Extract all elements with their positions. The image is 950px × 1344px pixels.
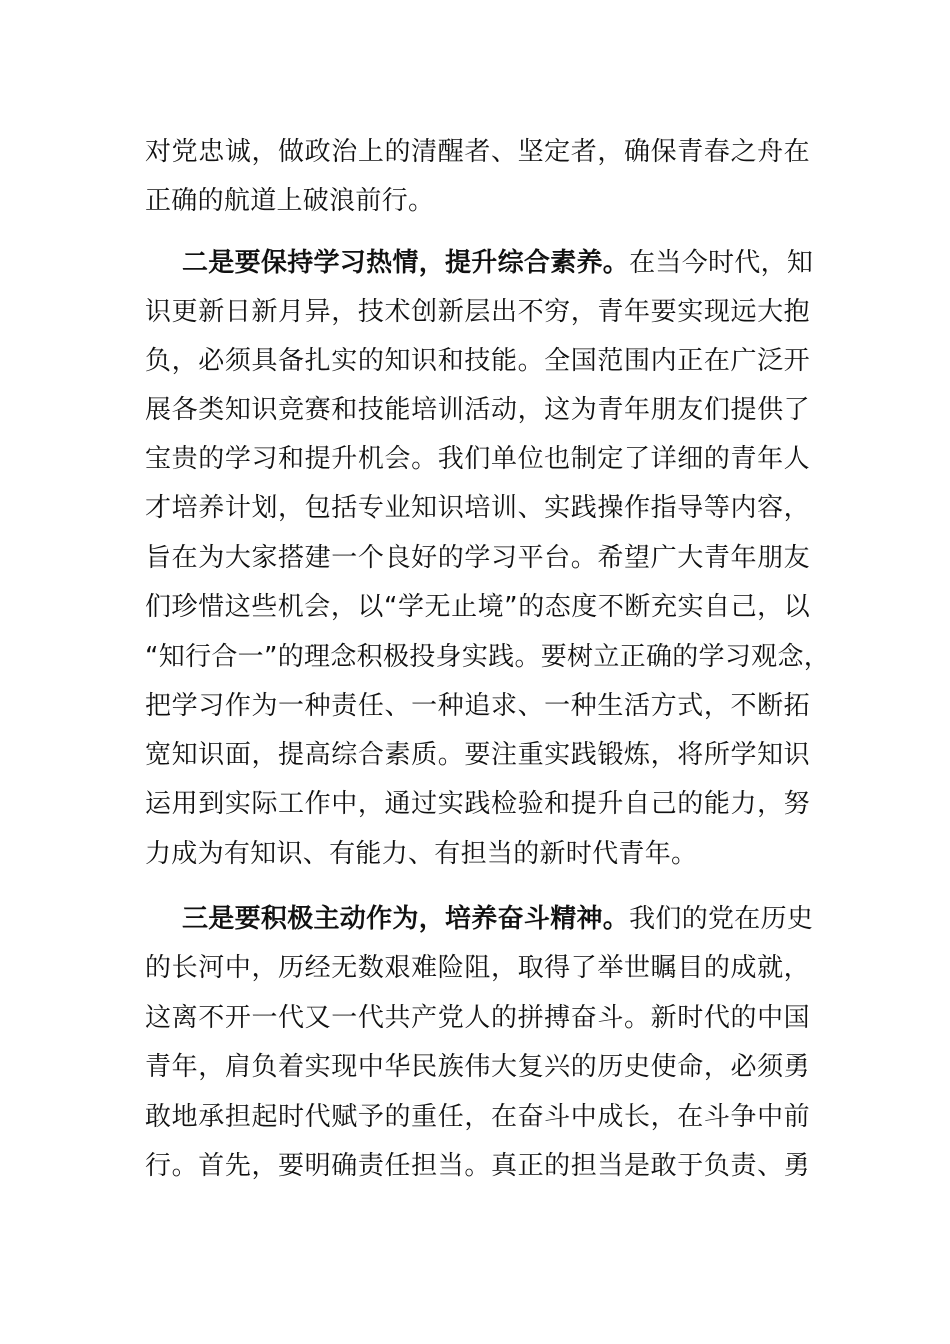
paragraph-2-line: 才培养计划，包括专业知识培训、实践操作指导等内容， xyxy=(145,493,810,523)
paragraph-3-line: 这离不开一代又一代共产党人的拼搏奋斗。新时代的中国 xyxy=(145,1003,810,1033)
paragraph-3-line: 行。首先，要明确责任担当。真正的担当是敢于负责、勇 xyxy=(145,1151,810,1181)
paragraph-2-heading: 二是要保持学习热情，提升综合素养。 xyxy=(182,248,630,278)
paragraph-3-line: 青年，肩负着实现中华民族伟大复兴的历史使命，必须勇 xyxy=(145,1052,810,1082)
paragraph-2-line: 运用到实际工作中，通过实践检验和提升自己的能力，努 xyxy=(145,789,810,819)
paragraph-3-line: 敢地承担起时代赋予的重任，在奋斗中成长，在斗争中前 xyxy=(145,1102,810,1132)
paragraph-2-line: “知行合一”的理念积极投身实践。要树立正确的学习观念， xyxy=(145,642,831,672)
paragraph-3-heading: 三是要积极主动作为，培养奋斗精神。 xyxy=(182,904,630,934)
paragraph-2-line: 宽知识面，提高综合素质。要注重实践锻炼，将所学知识 xyxy=(145,740,810,770)
paragraph-1-line-1: 对党忠诚，做政治上的清醒者、坚定者，确保青春之舟在 xyxy=(145,137,810,167)
paragraph-2-line: 力成为有知识、有能力、有担当的新时代青年。 xyxy=(145,839,698,869)
paragraph-3-first-line-rest: 我们的党在历史 xyxy=(629,904,814,934)
paragraph-2-first-line xyxy=(182,243,814,283)
paragraph-2-line: 展各类知识竞赛和技能培训活动，这为青年朋友们提供了 xyxy=(145,395,810,425)
paragraph-2-line: 负，必须具备扎实的知识和技能。全国范围内正在广泛开 xyxy=(145,346,810,376)
paragraph-1-line-2: 正确的航道上破浪前行。 xyxy=(145,186,435,216)
paragraph-2-line: 把学习作为一种责任、一种追求、一种生活方式，不断拓 xyxy=(145,691,810,721)
paragraph-2-line: 们珍惜这些机会，以“学无止境”的态度不断充实自己，以 xyxy=(145,592,810,622)
paragraph-2-first-line-rest: 在当今时代，知 xyxy=(629,248,814,278)
paragraph-2-line: 识更新日新月异，技术创新层出不穷，青年要实现远大抱 xyxy=(145,297,810,327)
paragraph-2-line: 旨在为大家搭建一个良好的学习平台。希望广大青年朋友 xyxy=(145,543,810,573)
paragraph-3-first-line xyxy=(182,899,814,939)
paragraph-3-line: 的长河中，历经无数艰难险阻，取得了举世瞩目的成就， xyxy=(145,953,810,983)
paragraph-2-line: 宝贵的学习和提升机会。我们单位也制定了详细的青年人 xyxy=(145,444,810,474)
